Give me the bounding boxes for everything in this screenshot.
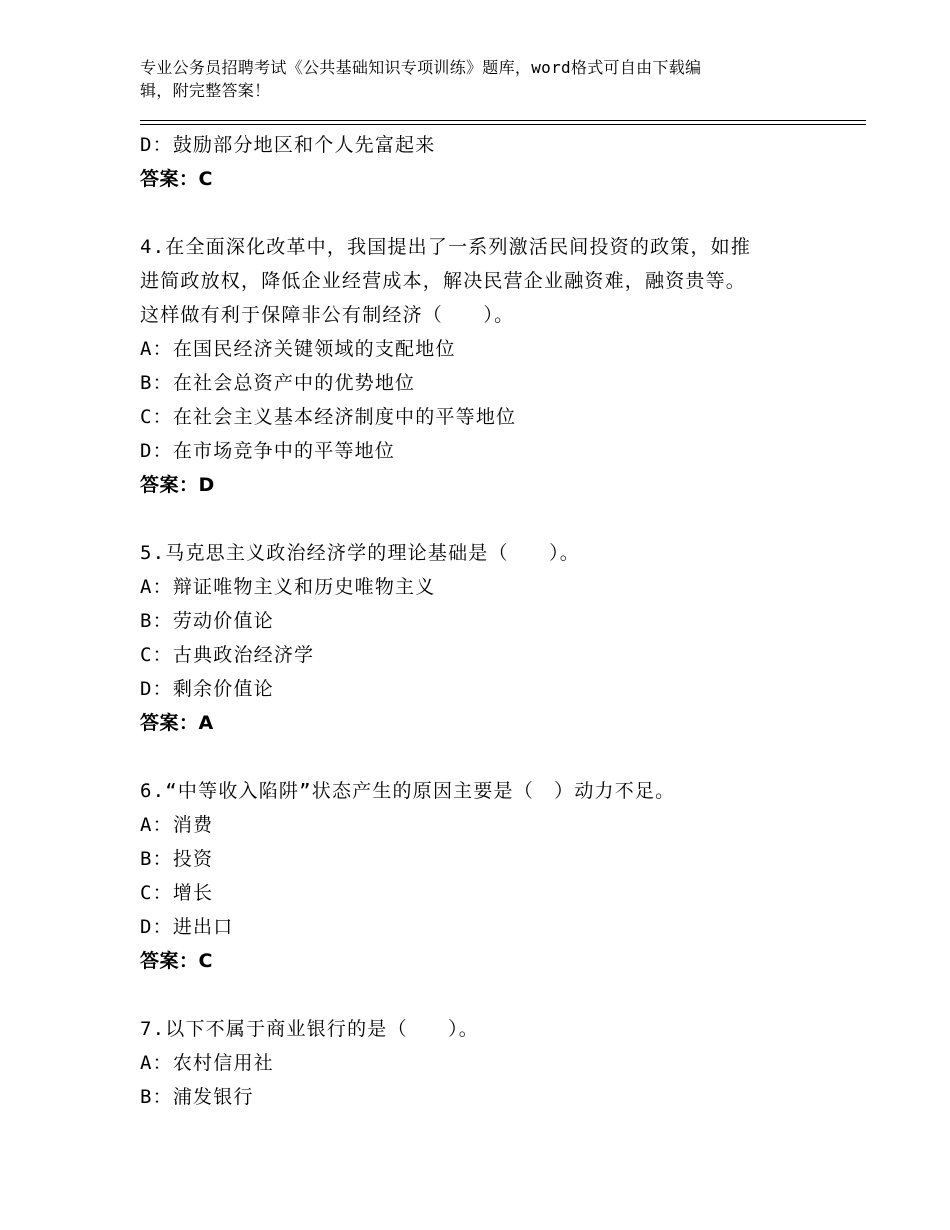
question-6 — [140, 774, 850, 978]
header-rule-thin — [140, 120, 866, 121]
q4-option-b: B：在社会总资产中的优势地位 — [140, 372, 416, 394]
q5-option-d: D：剩余价值论 — [140, 678, 274, 700]
q5-option-c: C：古典政治经济学 — [140, 644, 315, 666]
page-header — [140, 56, 790, 102]
question-5 — [140, 536, 850, 740]
header-rule-thick — [140, 124, 866, 125]
q4-option-d: D：在市场竞争中的平等地位 — [140, 440, 396, 462]
q4-stem-line-3: 这样做有利于保障非公有制经济（ ）。 — [140, 304, 515, 326]
q3-option-d: D：鼓励部分地区和个人先富起来 — [140, 134, 436, 156]
question-4 — [140, 230, 850, 502]
q7-stem-line-1: 7.以下不属于商业银行的是（ ）。 — [140, 1018, 479, 1040]
q4-option-c: C：在社会主义基本经济制度中的平等地位 — [140, 406, 517, 428]
spacer — [140, 740, 850, 774]
spacer — [140, 978, 850, 1012]
header-line-2: 辑，附完整答案！ — [140, 81, 271, 100]
q4-stem-line-1: 4.在全面深化改革中，我国提出了一系列激活民间投资的政策，如推 — [140, 236, 752, 258]
q6-option-b: B：投资 — [140, 848, 214, 870]
q3-answer: 答案：C — [140, 168, 213, 190]
header-line-1: 专业公务员招聘考试《公共基础知识专项训练》题库，word格式可自由下载编 — [140, 58, 702, 77]
q6-option-a: A：消费 — [140, 814, 214, 836]
q4-answer: 答案：D — [140, 474, 215, 496]
q7-option-b: B：浦发银行 — [140, 1086, 254, 1108]
spacer — [140, 196, 850, 230]
q6-stem-line-1: 6.“中等收入陷阱”状态产生的原因主要是（ ）动力不足。 — [140, 780, 676, 802]
q6-option-d: D：进出口 — [140, 916, 234, 938]
question-body — [140, 128, 850, 1114]
q7-option-a: A：农村信用社 — [140, 1052, 274, 1074]
q5-option-a: A：辩证唯物主义和历史唯物主义 — [140, 576, 436, 598]
q6-option-c: C：增长 — [140, 882, 214, 904]
q6-answer: 答案：C — [140, 950, 213, 972]
spacer — [140, 502, 850, 536]
q5-stem-line-1: 5.马克思主义政治经济学的理论基础是（ ）。 — [140, 542, 580, 564]
q5-answer: 答案：A — [140, 712, 214, 734]
q4-option-a: A：在国民经济关键领域的支配地位 — [140, 338, 456, 360]
q5-option-b: B：劳动价值论 — [140, 610, 274, 632]
q4-stem-line-2: 进简政放权，降低企业经营成本，解决民营企业融资难，融资贵等。 — [140, 270, 747, 292]
question-7 — [140, 1012, 850, 1114]
